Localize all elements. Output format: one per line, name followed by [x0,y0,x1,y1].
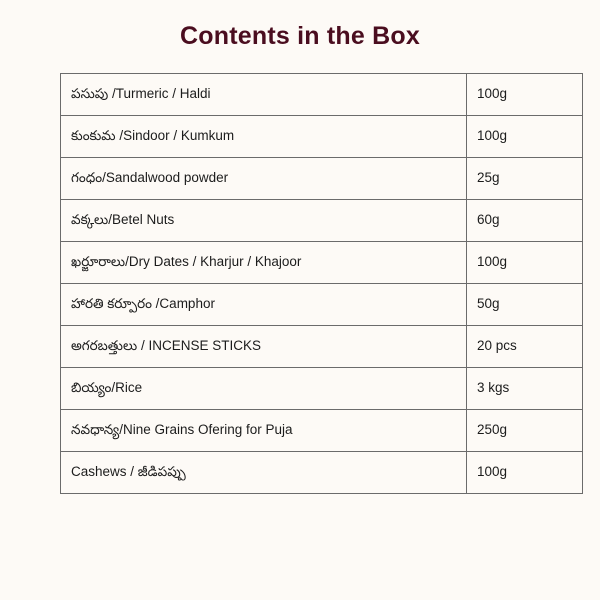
contents-table-body [61,74,583,494]
table-row [61,242,583,284]
item-name-cell: నవధాన్య/Nine Grains Ofering for Puja [61,410,467,452]
item-quantity-cell: 100g [467,242,583,284]
table-row [61,158,583,200]
table-row [61,452,583,494]
item-name-cell: ఖర్జూరాలు/Dry Dates / Kharjur / Khajoor [61,242,467,284]
item-quantity-cell: 60g [467,200,583,242]
contents-table-container [60,73,540,494]
item-quantity-cell: 50g [467,284,583,326]
table-row [61,116,583,158]
table-row [61,410,583,452]
table-row [61,368,583,410]
item-quantity-cell: 20 pcs [467,326,583,368]
item-name-cell: అగరబత్తులు / INCENSE STICKS [61,326,467,368]
item-quantity-cell: 3 kgs [467,368,583,410]
item-quantity-cell: 250g [467,410,583,452]
item-name-cell: Cashews / జీడిపప్పు [61,452,467,494]
item-quantity-cell: 25g [467,158,583,200]
item-quantity-cell: 100g [467,74,583,116]
item-name-cell: కుంకుమ /Sindoor / Kumkum [61,116,467,158]
table-row [61,74,583,116]
item-name-cell: గంధం/Sandalwood powder [61,158,467,200]
page-title: Contents in the Box [180,22,420,50]
item-name-cell: హారతి కర్పూరం /Camphor [61,284,467,326]
item-quantity-cell: 100g [467,452,583,494]
item-name-cell: బియ్యం/Rice [61,368,467,410]
item-quantity-cell: 100g [467,116,583,158]
item-name-cell: వక్కలు/Betel Nuts [61,200,467,242]
table-row [61,200,583,242]
contents-table [60,73,583,494]
item-name-cell: పసుపు /Turmeric / Haldi [61,74,467,116]
table-row [61,284,583,326]
table-row [61,326,583,368]
